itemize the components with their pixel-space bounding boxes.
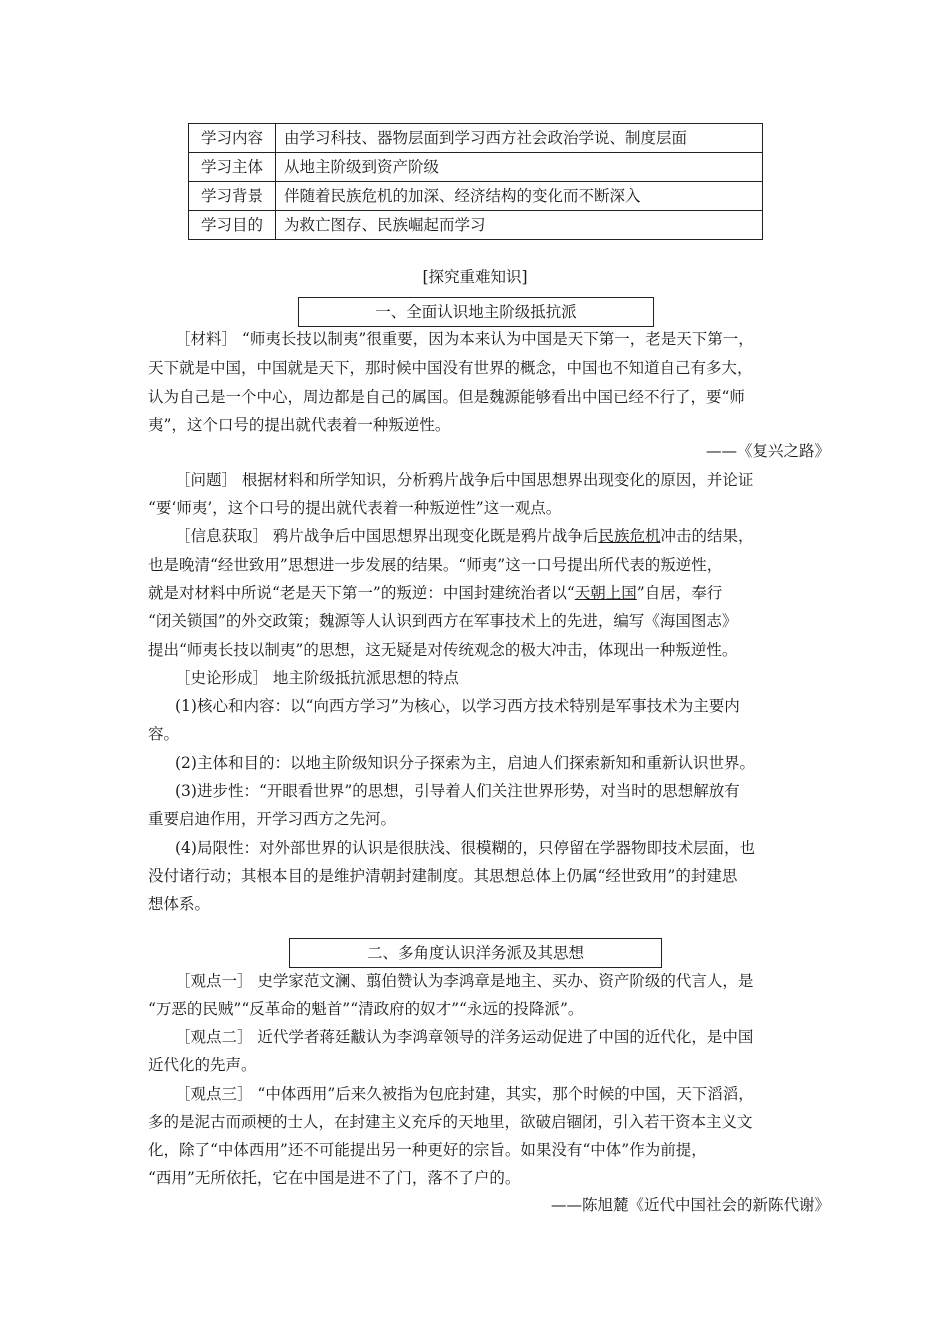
info-line: 提出“师夷长技以制夷”的思想，这无疑是对传统观念的极大冲击，体现出一种叛逆性。 — [148, 641, 738, 659]
point-line: 没付诸行动；其根本目的是维护清朝封建制度。其思想总体上仍属“经世致用”的封建思 — [148, 867, 738, 885]
table-key: 学习主体 — [189, 153, 276, 182]
viewpoint-line: ［观点二］ 近代学者蒋廷黻认为李鸿章领导的洋务运动促进了中国的近代化，是中国 — [175, 1028, 754, 1046]
material-line: 认为自己是一个中心，周边都是自己的属国。但是魏源能够看出中国已经不行了，要“师 — [148, 388, 745, 406]
table-key: 学习目的 — [189, 211, 276, 240]
table-value: 由学习科技、器物层面到学习西方社会政治学说、制度层面 — [276, 124, 763, 153]
viewpoint-line: ［观点一］ 史学家范文澜、翦伯赞认为李鸿章是地主、买办、资产阶级的代言人，是 — [175, 972, 754, 990]
viewpoint-line: 多的是泥古而顽梗的士人，在封建主义充斥的天地里，欲破启锢闭，引入若干资本主义文 — [148, 1113, 753, 1131]
underlined-term: 民族危机 — [598, 527, 661, 545]
summary-table — [188, 123, 763, 240]
viewpoint-line: ［观点三］ “中体西用”后来久被指为包庇封建，其实，那个时候的中国，天下滔滔， — [175, 1085, 754, 1103]
point-line: (1)核心和内容：以“向西方学习”为核心，以学习西方技术特别是军事技术为主要内 — [175, 697, 740, 715]
table-key: 学习背景 — [189, 182, 276, 211]
table-value: 伴随着民族危机的加深、经济结构的变化而不断深入 — [276, 182, 763, 211]
part2-title: 二、多角度认识洋务派及其思想 — [289, 938, 662, 968]
question-line: ［问题］ 根据材料和所学知识，分析鸦片战争后中国思想界出现变化的原因，并论证 — [175, 471, 754, 489]
material-line: 夷”，这个口号的提出就代表着一种叛逆性。 — [148, 416, 451, 434]
material-source: ——《复兴之路》 — [705, 442, 830, 460]
point-line: 重要启迪作用，开学习西方之先河。 — [148, 810, 397, 828]
material-line: ［材料］ “师夷长技以制夷”很重要，因为本来认为中国是天下第一，老是天下第一， — [175, 330, 754, 348]
info-text: 冲击的结果， — [660, 527, 754, 545]
material-line: 天下就是中国，中国就是天下，那时候中国没有世界的概念，中国也不知道自己有多大， — [148, 359, 753, 377]
info-text: ”自居，奉行 — [636, 584, 723, 602]
viewpoint-line: 近代化的先声。 — [148, 1056, 257, 1074]
point-line: (3)进步性：“开眼看世界”的思想，引导着人们关注世界形势，对当时的思想解放有 — [175, 782, 740, 800]
viewpoint-line: “西用”无所依托，它在中国是进不了门，落不了户的。 — [148, 1169, 521, 1187]
part1-title: 一、全面认识地主阶级抵抗派 — [298, 297, 654, 327]
info-text: ［信息获取］ 鸦片战争后中国思想界出现变化既是鸦片战争后 — [175, 527, 599, 545]
table-key: 学习内容 — [189, 124, 276, 153]
table-value: 为救亡图存、民族崛起而学习 — [276, 211, 763, 240]
viewpoint-line: “万恶的民贼”“反革命的魁首”“清政府的奴才”“永远的投降派”。 — [148, 1000, 584, 1018]
point-line: (2)主体和目的：以地主阶级知识分子探索为主，启迪人们探索新知和重新认识世界。 — [175, 754, 755, 772]
table-row — [189, 153, 763, 182]
viewpoint-line: 化，除了“中体西用”还不可能提出另一种更好的宗旨。如果没有“中体”作为前提， — [148, 1141, 707, 1159]
info-text: 就是对材料中所说“老是天下第一”的叛逆：中国封建统治者以“ — [148, 584, 575, 602]
info-line: 也是晚清“经世致用”思想进一步发展的结果。“师夷”这一口号提出所代表的叛逆性， — [148, 556, 723, 574]
viewpoint-source: ——陈旭麓《近代中国社会的新陈代谢》 — [550, 1196, 830, 1214]
underlined-term: 天朝上国 — [574, 584, 637, 602]
section-label: [探究重难知识] — [422, 268, 528, 286]
info-line — [175, 522, 753, 550]
point-line: 容。 — [148, 725, 180, 743]
history-heading: ［史论形成］ 地主阶级抵抗派思想的特点 — [175, 669, 459, 687]
table-value: 从地主阶级到资产阶级 — [276, 153, 763, 182]
point-line: 想体系。 — [148, 895, 211, 913]
table-row — [189, 211, 763, 240]
table-row — [189, 124, 763, 153]
point-line: (4)局限性：对外部世界的认识是很肤浅、很模糊的，只停留在学器物即技术层面，也 — [175, 839, 755, 857]
table-row — [189, 182, 763, 211]
info-line — [148, 579, 722, 607]
question-line: “要‘师夷’，这个口号的提出就代表着一种叛逆性”这一观点。 — [148, 499, 562, 517]
info-line: “闭关锁国”的外交政策；魏源等人认识到西方在军事技术上的先进，编写《海国图志》 — [148, 612, 738, 630]
